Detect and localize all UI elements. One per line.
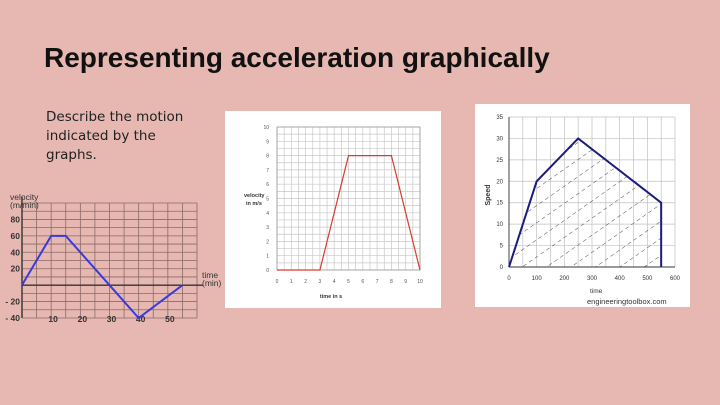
chart2-x-tick: 0 [275, 279, 279, 285]
chart2-y-tick: 1 [266, 253, 269, 260]
chart2-y-tick: 10 [263, 125, 269, 131]
chart3-x-tick: 600 [669, 276, 681, 282]
chart2-x-tick: 3 [318, 279, 322, 285]
chart2-y-tick: 5 [266, 196, 269, 203]
chart1-y-tick: 60 [10, 230, 20, 241]
chart3-ylabel: Speed [485, 184, 492, 206]
chart2-y-tick: 0 [266, 268, 269, 274]
chart3-xlabel: time [590, 288, 603, 295]
chart3-y-tick: 35 [496, 115, 503, 121]
chart2-x-tick: 4 [332, 279, 336, 285]
chart1-x-tick: 50 [165, 314, 175, 324]
chart1-y-tick: 20 [10, 263, 20, 274]
chart2-x-tick: 10 [417, 279, 423, 285]
chart3-x-tick: 200 [559, 276, 570, 282]
chart2-x-tick: 1 [289, 279, 293, 285]
chart2-y-tick: 6 [266, 182, 269, 189]
slide-description: Describe the motion indicated by the graphs. [46, 109, 184, 163]
chart2-ylabel-line: in m/s [246, 201, 262, 207]
chart2-x-tick: 8 [390, 279, 393, 285]
chart3-y-tick: 15 [496, 200, 503, 207]
chart3-x-tick: 300 [586, 276, 598, 282]
chart1-y-tick: - 40 [5, 313, 20, 323]
chart2-x-tick: 7 [375, 279, 379, 285]
chart2-y-tick: 8 [266, 153, 269, 160]
chart3-source-text: engineeringtoolbox.com [587, 297, 667, 306]
chart1-ylabel-line: (m/min) [10, 200, 39, 210]
chart2-y-tick: 2 [266, 239, 269, 246]
chart3-y-tick: 25 [496, 157, 503, 164]
chart1-x-tick: 40 [135, 314, 146, 324]
chart1-ylabel-line: velocity [10, 192, 39, 202]
chart1-x-tick: 10 [48, 314, 58, 324]
chart3-x-tick: 500 [642, 276, 653, 282]
chart2-x-tick: 9 [404, 279, 408, 285]
chart2-x-tick: 5 [347, 279, 350, 285]
chart3-y-tick: 5 [499, 243, 503, 250]
chart3-x-tick: 0 [507, 276, 511, 282]
chart2-xlabel: time in s [319, 294, 343, 300]
chart2-y-tick: 7 [266, 167, 269, 174]
chart3-x-tick: 100 [531, 276, 542, 282]
chart3-x-tick: 400 [614, 276, 625, 282]
chart1-y-tick: 80 [10, 214, 20, 225]
chart1-x-tick: 30 [106, 314, 117, 324]
chart1-y-tick: - 20 [5, 296, 20, 307]
chart3-y-tick: 0 [499, 265, 503, 271]
chart3-y-tick: 30 [496, 136, 503, 143]
chart2-y-tick: 4 [266, 210, 269, 217]
chart3-y-tick: 10 [496, 222, 503, 229]
chart2-y-tick: 3 [266, 225, 269, 232]
chart2-x-tick: 2 [304, 279, 307, 285]
slide-title: Representing acceleration graphically [44, 42, 550, 73]
chart2-x-tick: 6 [361, 279, 365, 285]
chart1-x-tick: 20 [77, 314, 88, 324]
chart1-xlabel-line: time [202, 270, 219, 280]
chart1-y-tick: 40 [10, 247, 20, 258]
chart1-xlabel-line: (min) [202, 278, 222, 288]
chart2-y-tick: 9 [266, 139, 269, 146]
chart2-ylabel-line: velocity [244, 193, 265, 199]
chart3-y-tick: 20 [496, 179, 503, 186]
